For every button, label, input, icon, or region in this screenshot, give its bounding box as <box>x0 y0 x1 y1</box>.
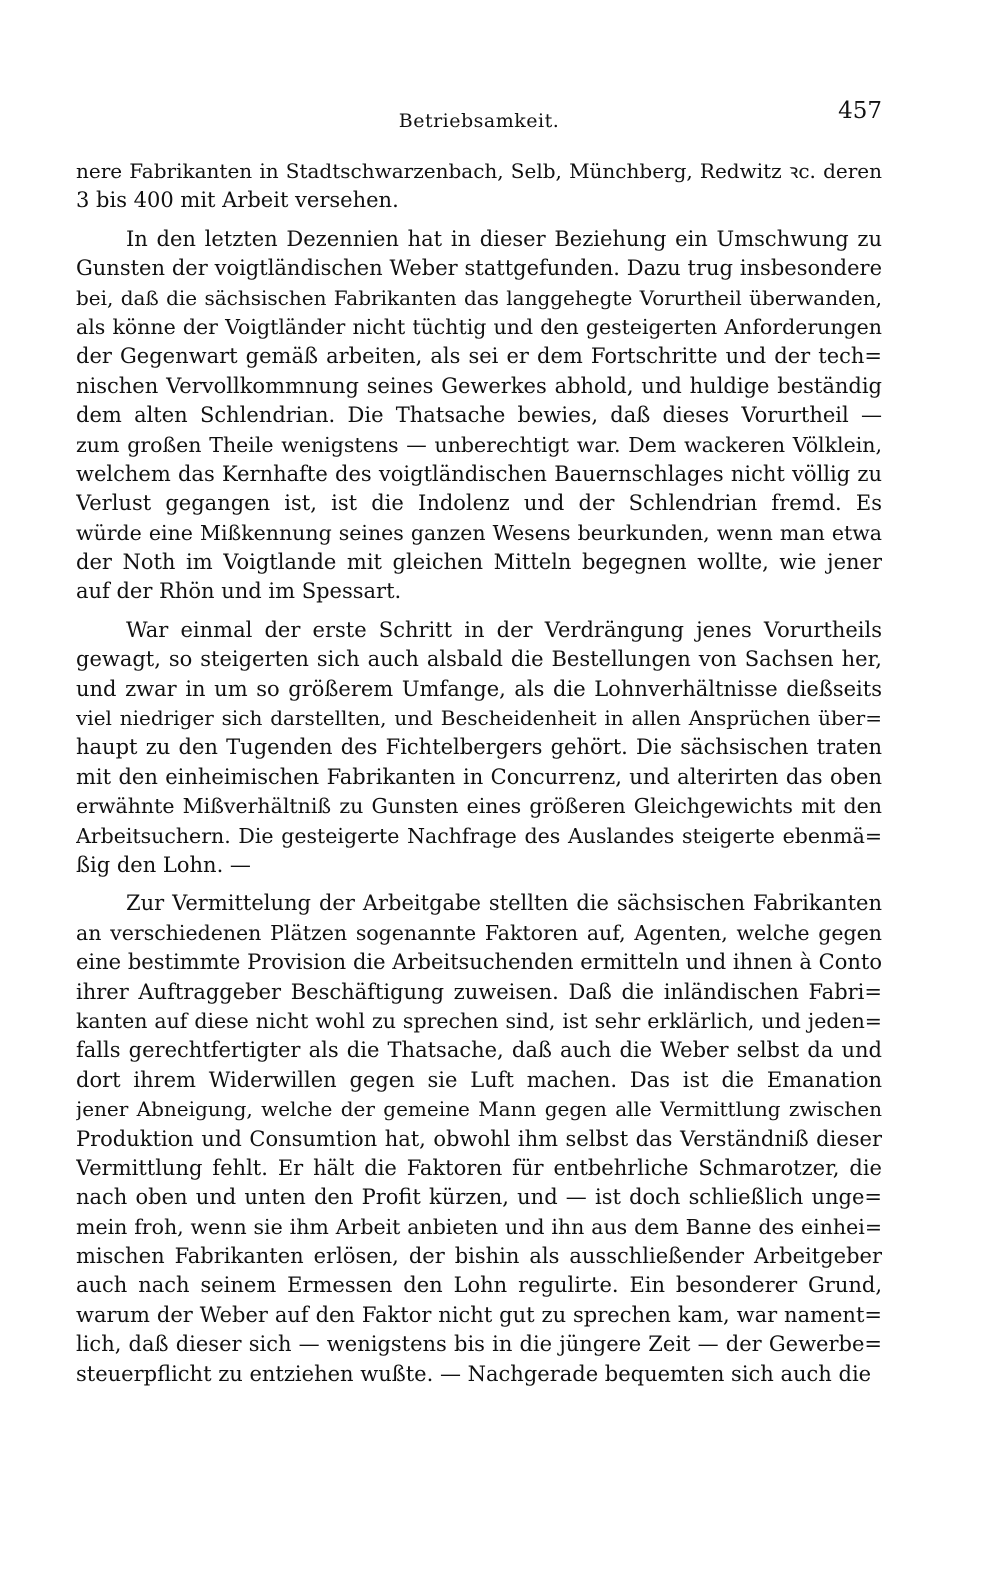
text-line: ihrer Auftraggeber Beschäftigung zuweisen. Daß die inländischen Fabri= <box>76 979 882 1004</box>
text-line: nischen Vervollkommnung seines Gewerkes abhold, und huldige beständig <box>76 373 882 398</box>
text-line: der Gegenwart gemäß arbeiten, als sei er dem Fortschritte und der tech= <box>76 344 882 369</box>
paragraph <box>76 616 882 881</box>
text-line: Arbeitsuchern. Die gesteigerte Nachfrage des Auslandes steigerte ebenmä= <box>76 823 882 848</box>
text-line: dort ihrem Widerwillen gegen sie Luft machen. Das ist die Emanation <box>76 1067 882 1092</box>
paragraph-gap <box>76 216 882 225</box>
text-line: auf der Rhön und im Spessart. <box>76 579 402 604</box>
text-line: 3 bis 400 mit Arbeit versehen. <box>76 188 399 213</box>
text-line: und zwar in um so größerem Umfange, als die Lohnverhältnisse dießseits <box>76 676 882 701</box>
text-line: an verschiedenen Plätzen sogenannte Faktoren auf, Agenten, welche gegen <box>76 920 882 945</box>
text-line: falls gerechtfertigter als die Thatsache, daß auch die Weber selbst da und <box>76 1038 882 1063</box>
text-line: steuerpflicht zu entziehen wußte. — Nachgerade bequemten sich auch die <box>76 1361 872 1386</box>
text-line: gewagt, so steigerten sich auch alsbald die Bestellungen von Sachsen her, <box>76 647 882 672</box>
paragraph <box>76 157 882 216</box>
running-title: Betriebsamkeit. <box>398 110 560 132</box>
text-line: mein froh, wenn sie ihm Arbeit anbieten und ihn aus dem Banne des einhei= <box>76 1214 882 1239</box>
text-line: nere Fabrikanten in Stadtschwarzenbach, Selb, Münchberg, Redwitz ꝛc. deren <box>76 159 882 183</box>
text-line: Vermittlung fehlt. Er hält die Faktoren für entbehrliche Schmarotzer, die <box>76 1155 882 1180</box>
paragraph-gap <box>76 607 882 616</box>
running-head <box>76 98 882 138</box>
text-line: dem alten Schlendrian. Die Thatsache bewies, daß dieses Vorurtheil — <box>76 403 882 428</box>
text-line: In den letzten Dezennien hat in dieser Beziehung ein Umschwung zu <box>126 226 882 251</box>
text-line: der Noth im Voigtlande mit gleichen Mitteln begegnen wollte, wie jener <box>76 550 882 575</box>
text-line: würde eine Mißkennung seines ganzen Wesens beurkunden, wenn man etwa <box>76 520 882 545</box>
text-line: viel niedriger sich darstellten, und Bescheidenheit in allen Ansprüchen über= <box>76 706 882 731</box>
text-line: warum der Weber auf den Faktor nicht gut zu sprechen kam, war nament= <box>76 1302 882 1327</box>
text-line: Verlust gegangen ist, ist die Indolenz und der Schlendrian fremd. Es <box>76 491 882 516</box>
text-line: zum großen Theile wenigstens — unberechtigt war. Dem wackeren Völklein, <box>76 432 882 457</box>
text-line: mischen Fabrikanten erlösen, der bishin als ausschließender Arbeitgeber <box>76 1244 882 1269</box>
paragraph-gap <box>76 880 882 889</box>
text-line: welchem das Kernhafte des voigtländischen Bauernschlages nicht völlig zu <box>76 461 882 486</box>
text-line: Produktion und Consumtion hat, obwohl ihm selbst das Verständniß dieser <box>76 1126 882 1151</box>
text-line: ßig den Lohn. — <box>76 852 251 877</box>
text-line: haupt zu den Tugenden des Fichtelbergers gehört. Die sächsischen traten <box>76 735 882 760</box>
page-number: 457 <box>838 98 882 124</box>
text-line: erwähnte Mißverhältniß zu Gunsten eines größeren Gleichgewichts mit den <box>76 794 882 819</box>
text-line: Gunsten der voigtländischen Weber stattgefunden. Dazu trug insbesondere <box>76 256 882 281</box>
body-text <box>76 157 882 1389</box>
text-line: mit den einheimischen Fabrikanten in Concurrenz, und alterirten das oben <box>76 764 882 789</box>
text-line: als könne der Voigtländer nicht tüchtig und den gesteigerten Anforderungen <box>76 314 882 339</box>
text-line: lich, daß dieser sich — wenigstens bis in die jüngere Zeit — der Gewerbe= <box>76 1332 882 1357</box>
text-line: War einmal der erste Schritt in der Verdrängung jenes Vorurtheils <box>126 617 882 642</box>
text-line: jener Abneigung, welche der gemeine Mann gegen alle Vermittlung zwischen <box>76 1097 882 1122</box>
text-line: auch nach seinem Ermessen den Lohn regulirte. Ein besonderer Grund, <box>76 1273 882 1298</box>
text-line: bei, daß die sächsischen Fabrikanten das langgehegte Vorurtheil überwanden, <box>76 285 882 310</box>
text-line: kanten auf diese nicht wohl zu sprechen sind, ist sehr erklärlich, und jeden= <box>76 1008 882 1033</box>
text-line: eine bestimmte Provision die Arbeitsuchenden ermitteln und ihnen à Conto <box>76 950 882 975</box>
text-line: Zur Vermittelung der Arbeitgabe stellten die sächsischen Fabrikanten <box>126 891 882 916</box>
text-line: nach oben und unten den Profit kürzen, und — ist doch schließlich unge= <box>76 1185 882 1210</box>
paragraph <box>76 225 882 607</box>
paragraph <box>76 889 882 1389</box>
